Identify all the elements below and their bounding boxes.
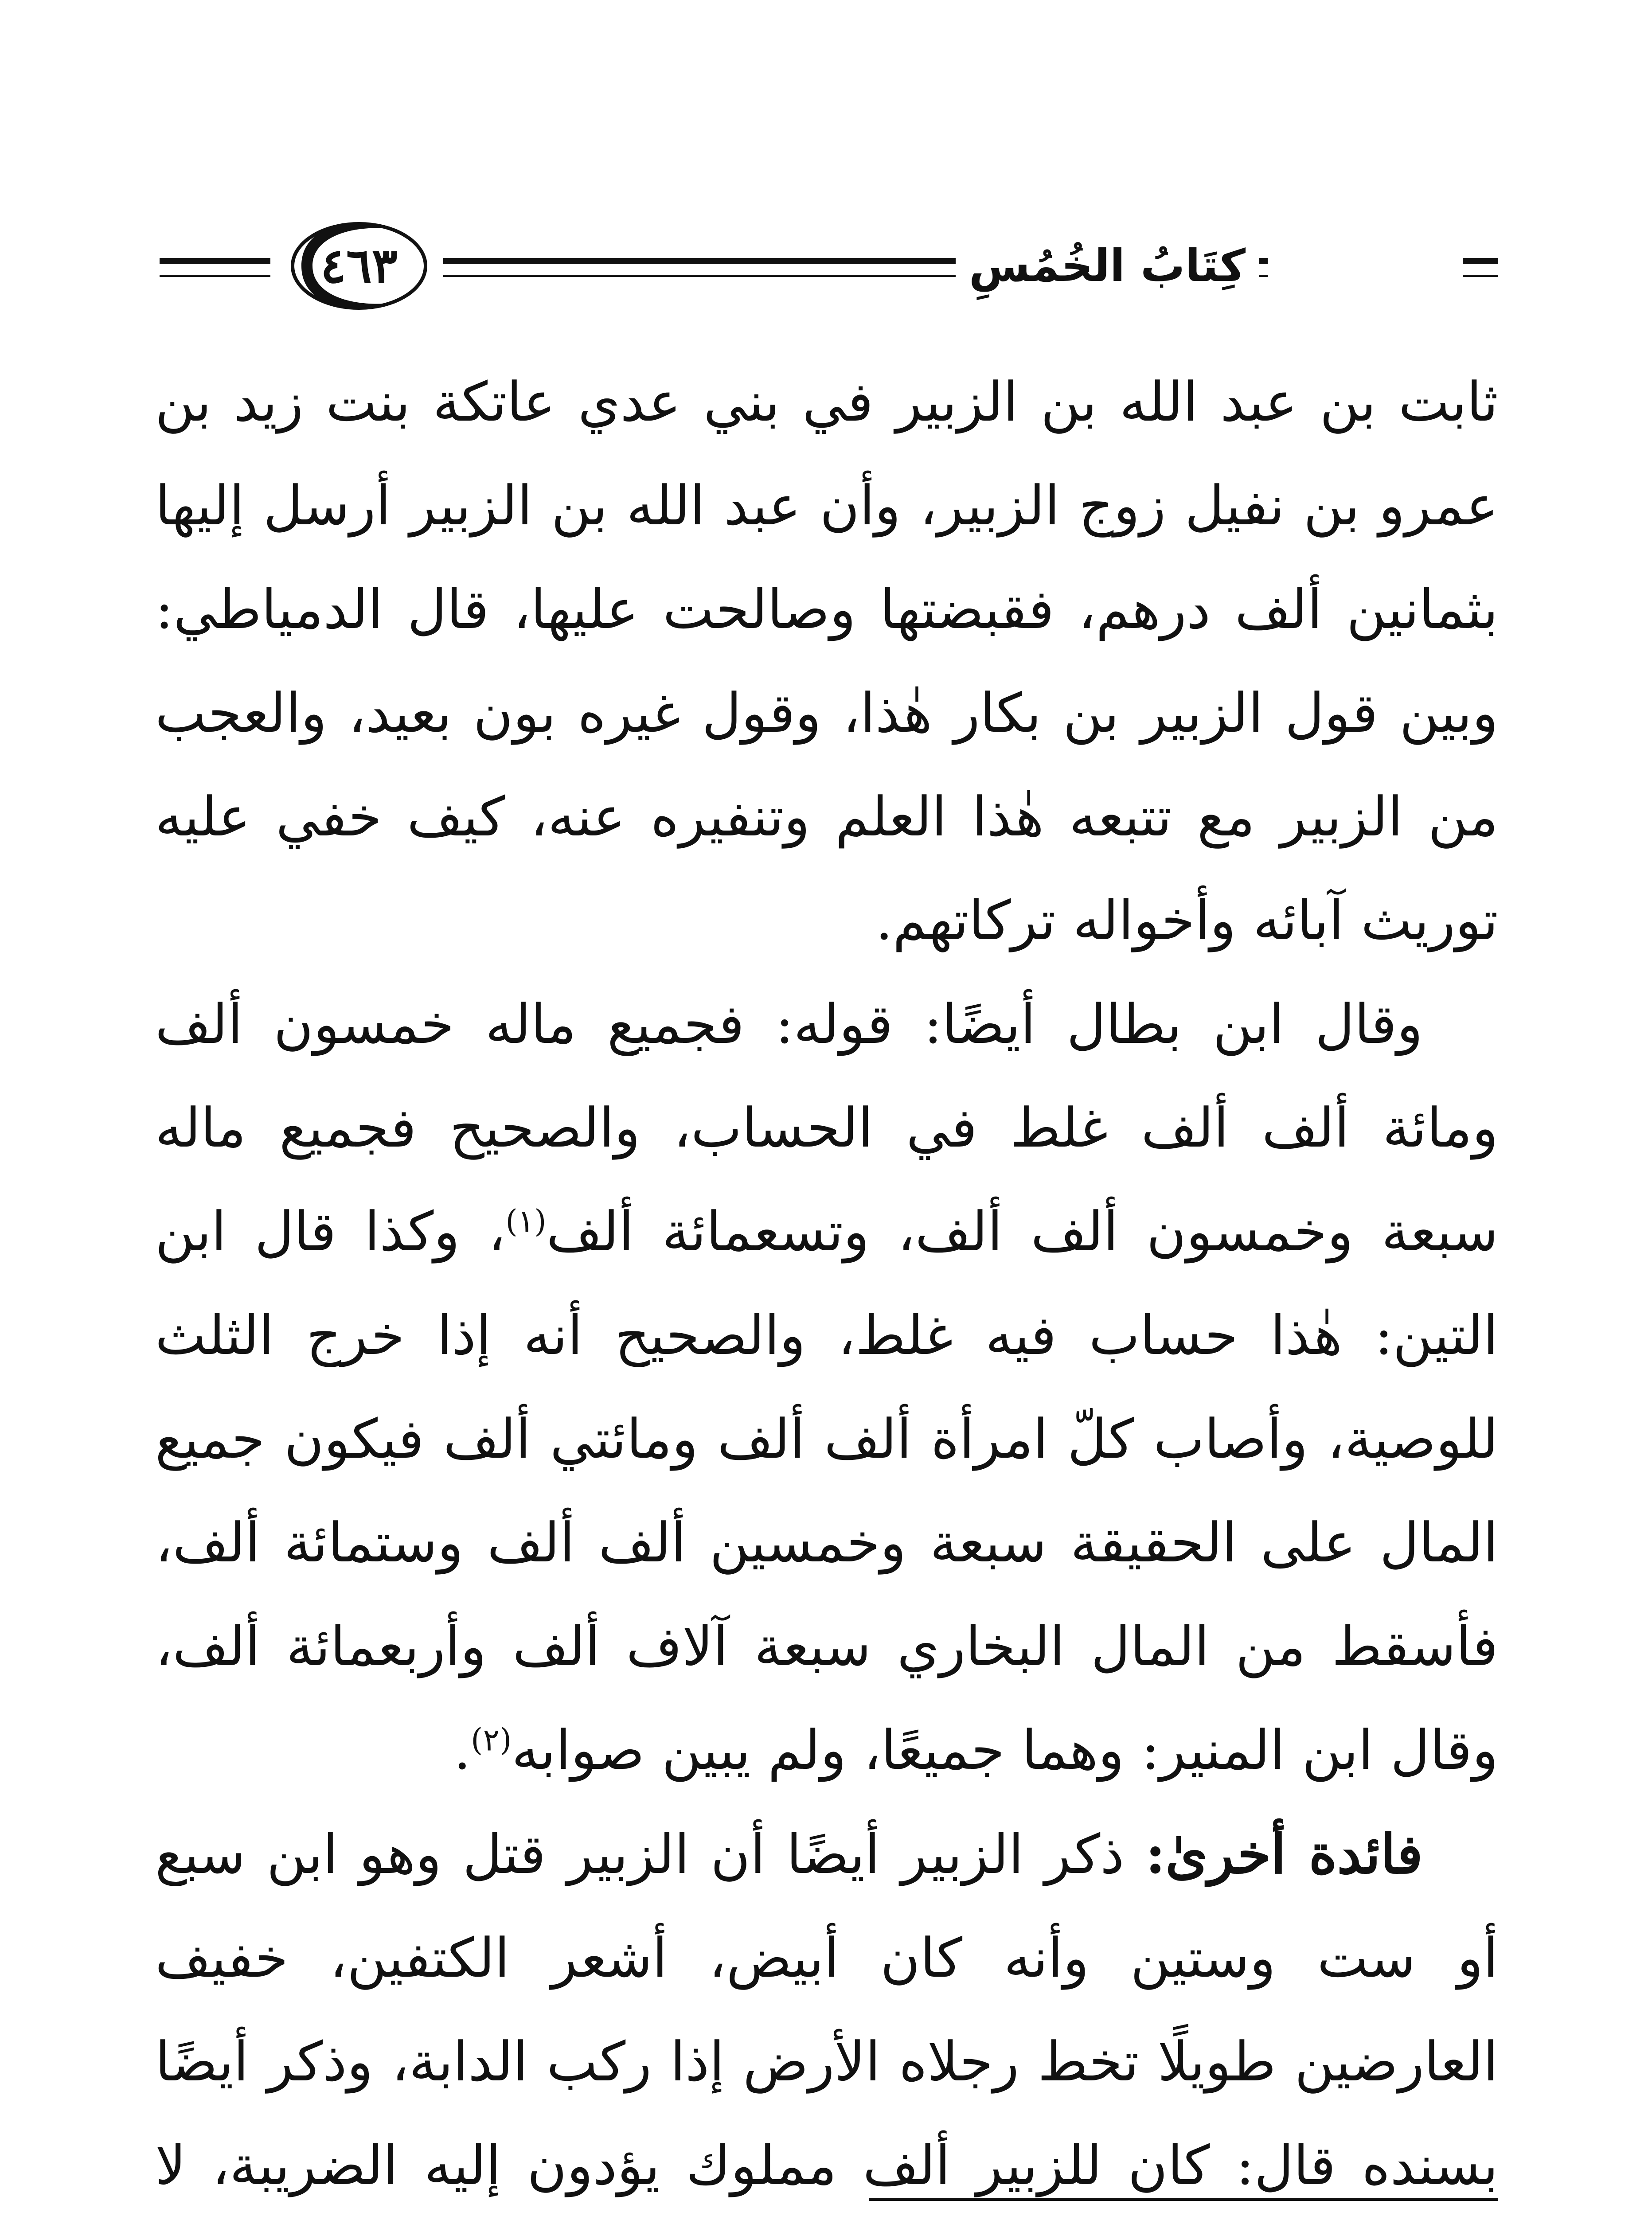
footnote-reference[interactable]: (٢): [471, 1721, 512, 1758]
footnote-separator: [869, 2198, 1498, 2201]
paragraph: ثابت بن عبد الله بن الزبير في بني عدي عاتكة بنت زيد بن عمرو بن نفيل زوج الزبير، وأن عبد الله بن الزبير أرسل إليها بثمانين ألف درهم، فقبضتها وصالحت عليها، قال الدمياطي: وبين قول الزبير بن بكار هٰذا، وقول غيره بون بعيد، والعجب من الزبير مع تتبعه هٰذا العلم وتنفيره عنه، كيف خفي عليه توريث آبائه وأخواله تركاتهم.: [155, 371, 1498, 952]
footnote-reference[interactable]: (١): [505, 1203, 547, 1240]
header-rule: [160, 258, 270, 264]
page-number: ٤٦٣: [320, 238, 398, 294]
paragraph-lead: فائدة أخرىٰ:: [1145, 1822, 1423, 1886]
paragraph: وقال ابن بطال أيضًا: قوله: فجميع ماله خمسون ألف ومائة ألف ألف غلط في الحساب، والصحيح فجميع ماله سبعة وخمسون ألف ألف، وتسعمائة ألف$^{(١)}$، وكذا قال ابن التين: هٰذا حساب فيه غلط، والصحيح أنه إذا خرج الثلث للوصية، وأصاب كلّ امرأة ألف ألف ومائتي ألف فيكون جميع المال على الحقيقة سبعة وخمسين ألف ألف وستمائة ألف، فأسقط من المال البخاري سبعة آلاف ألف وأربعمائة ألف، وقال ابن المنير: وهما جميعًا، ولم يبين صوابه$^{(٢)}$.: [155, 993, 1499, 1782]
paragraph: فائدة أخرىٰ: ذكر الزبير أيضًا أن الزبير قتل وهو ابن سبع أو ست وستين وأنه كان أبيض، أشعر الكتفين، خفيف العارضين طويلًا تخط رجلاه الأرض إذا ركب الدابة، وذكر أيضًا بسنده قال: كان للزبير ألف مملوك يؤدون إليه الضريبة، لا: [155, 1822, 1498, 2197]
running-title: كِتَابُ الخُمُسِ: [956, 226, 1259, 306]
header-rule: [160, 275, 270, 277]
header-rule: [1463, 258, 1498, 264]
page-header: [160, 208, 1498, 341]
header-rule: [1463, 275, 1498, 277]
main-text: [155, 350, 1498, 2216]
page-number-badge: [270, 208, 439, 324]
